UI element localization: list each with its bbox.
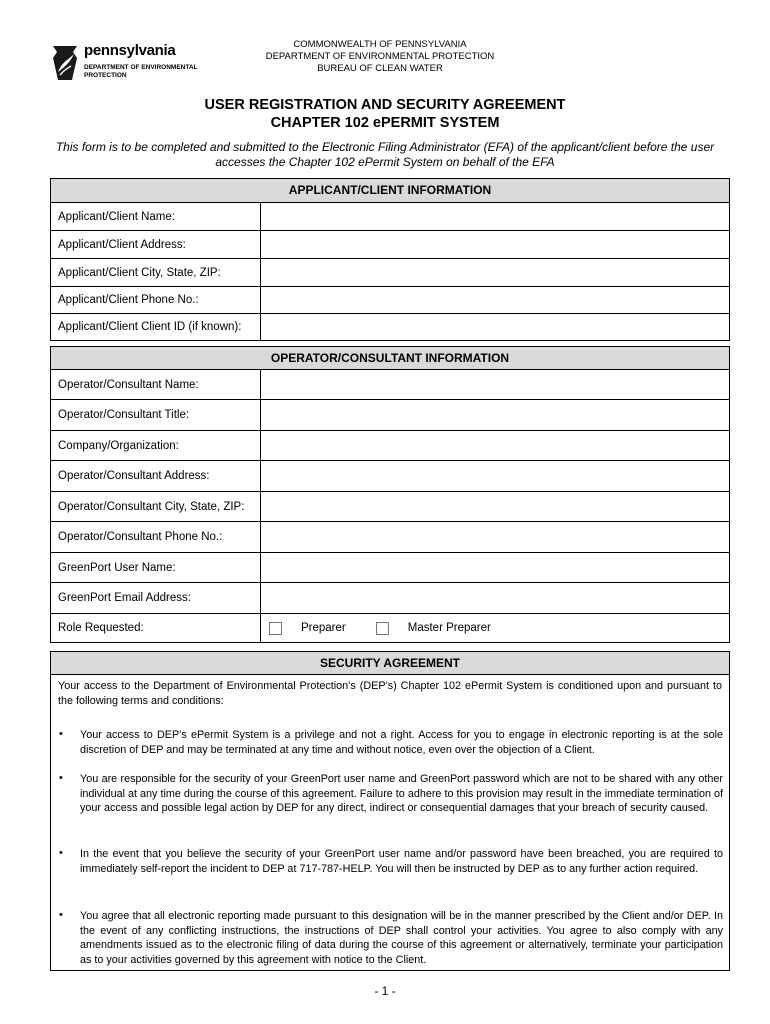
security-body — [51, 675, 729, 970]
operator-title-field[interactable] — [261, 400, 729, 430]
field-label: Operator/Consultant Phone No.: — [51, 522, 261, 552]
applicant-city-state-zip-field[interactable] — [261, 259, 729, 286]
security-intro: Your access to the Department of Environmental Protection’s (DEP’s) Chapter 102 ePermit System is conditioned upon and pursuant to the following terms and conditions: — [58, 680, 722, 707]
field-label: Company/Organization: — [51, 431, 261, 460]
agency-line-3: BUREAU OF CLEAN WATER — [317, 63, 443, 74]
master-preparer-checkbox[interactable] — [376, 622, 389, 635]
table-row — [51, 522, 729, 553]
applicant-client-id-field[interactable] — [261, 314, 729, 340]
agency-header — [240, 39, 520, 75]
field-label: Operator/Consultant City, State, ZIP: — [51, 492, 261, 521]
form-title-line-2: CHAPTER 102 ePERMIT SYSTEM — [270, 115, 500, 131]
table-row — [51, 431, 729, 461]
table-row — [51, 370, 729, 400]
table-row — [51, 461, 729, 492]
field-label: Applicant/Client Name: — [51, 203, 261, 230]
security-header: SECURITY AGREEMENT — [51, 652, 729, 675]
field-label: Applicant/Client Client ID (if known): — [51, 314, 261, 340]
applicant-name-field[interactable] — [261, 203, 729, 230]
applicant-address-field[interactable] — [261, 231, 729, 258]
table-row — [51, 553, 729, 583]
bullet-symbol: • — [59, 909, 63, 921]
table-row — [51, 492, 729, 522]
field-label: Applicant/Client City, State, ZIP: — [51, 259, 261, 286]
operator-phone-field[interactable] — [261, 522, 729, 552]
operator-address-field[interactable] — [261, 461, 729, 491]
field-label: GreenPort User Name: — [51, 553, 261, 582]
preparer-checkbox[interactable] — [269, 622, 282, 635]
logo-subtitle: DEPARTMENT OF ENVIRONMENTAL PROTECTION — [84, 64, 198, 79]
applicant-header: APPLICANT/CLIENT INFORMATION — [51, 179, 729, 203]
logo-name: pennsylvania — [84, 42, 176, 59]
table-row — [51, 287, 729, 314]
applicant-table — [50, 178, 730, 341]
table-row — [51, 400, 729, 431]
company-organization-field[interactable] — [261, 431, 729, 460]
table-row — [51, 583, 729, 614]
bullet-text: Your access to DEP’s ePermit System is a privilege and not a right. Access for you to engage in electronic reporting is at the sole discretion of DEP and may be terminated at any time and without notice, even over the objection of a Client. — [80, 729, 723, 756]
field-label: Applicant/Client Address: — [51, 231, 261, 258]
bullet-symbol: • — [59, 772, 63, 784]
bullet-text: In the event that you believe the security of your GreenPort user name and/or password have been breached, you are required to immediately self-report the incident to DEP at 717-787-HELP. You will then be instructed by DEP as to any further action required. — [80, 848, 723, 875]
page-number: - 1 - — [374, 984, 396, 998]
form-intro: This form is to be completed and submitted to the Electronic Filing Administrator (EFA) of the applicant/client before the user accesses the Chapter 102 ePermit System on behalf of the EFA — [55, 140, 715, 169]
table-row — [51, 314, 729, 340]
operator-table — [50, 346, 730, 643]
bullet-text: You are responsible for the security of your GreenPort user name and GreenPort password which are not to be shared with any other individual at any time during the course of this agreement. Failure to adhere to this provision may result in the immediate termination of your access and possible legal action by DEP for any direct, indirect or consequential damages that your breach of security caused. — [80, 773, 723, 814]
security-agreement-box — [50, 651, 730, 971]
keystone-icon — [50, 44, 80, 82]
field-label: GreenPort Email Address: — [51, 583, 261, 613]
agency-line-1: COMMONWEALTH OF PENNSYLVANIA — [293, 39, 467, 50]
operator-name-field[interactable] — [261, 370, 729, 399]
table-row — [51, 614, 729, 642]
greenport-email-field[interactable] — [261, 583, 729, 613]
agency-line-2: DEPARTMENT OF ENVIRONMENTAL PROTECTION — [265, 51, 495, 62]
pa-dep-logo — [50, 44, 220, 84]
field-label: Operator/Consultant Title: — [51, 400, 261, 430]
greenport-user-name-field[interactable] — [261, 553, 729, 582]
field-label: Operator/Consultant Address: — [51, 461, 261, 491]
master-preparer-label: Master Preparer — [407, 622, 491, 634]
bullet-text: You agree that all electronic reporting made pursuant to this designation will be in the manner prescribed by the Client and/or DEP. In the event of any conflicting instructions, the instructions of DEP shall control your activities. You agree to also comply with any amendments issued as to the electronic filing of data during the course of this agreement or alternatively, terminate your participation as to your activities governed by this agreement with notice to the Client. — [80, 910, 723, 966]
field-label: Role Requested: — [51, 614, 261, 642]
applicant-phone-field[interactable] — [261, 287, 729, 313]
form-title-line-1: USER REGISTRATION AND SECURITY AGREEMENT — [204, 97, 566, 113]
field-label: Applicant/Client Phone No.: — [51, 287, 261, 313]
field-label: Operator/Consultant Name: — [51, 370, 261, 399]
table-row — [51, 259, 729, 287]
bullet-symbol: • — [59, 847, 63, 859]
operator-city-state-zip-field[interactable] — [261, 492, 729, 521]
bullet-symbol: • — [59, 728, 63, 740]
role-requested-options — [261, 614, 729, 642]
preparer-label: Preparer — [301, 622, 346, 634]
table-row — [51, 203, 729, 231]
operator-header: OPERATOR/CONSULTANT INFORMATION — [51, 347, 729, 370]
table-row — [51, 231, 729, 259]
